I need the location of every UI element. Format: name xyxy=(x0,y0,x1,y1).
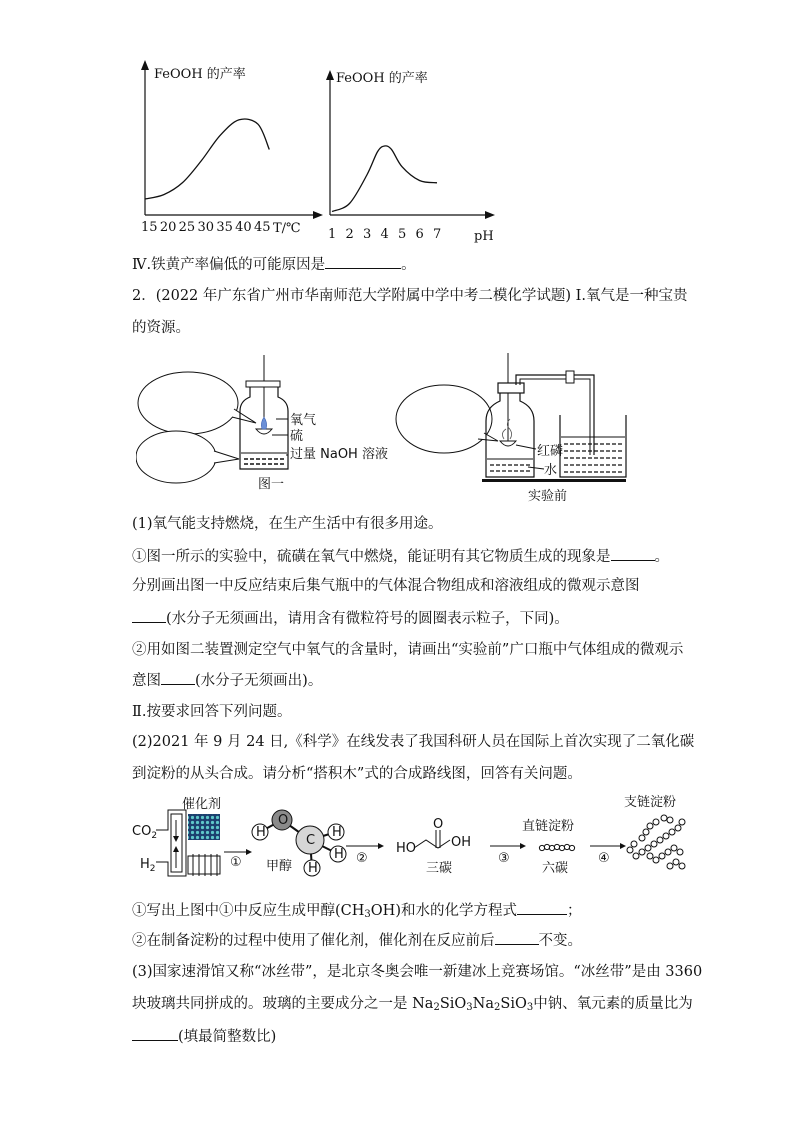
q4-answer-blank[interactable] xyxy=(325,254,401,269)
arrow-step4-head xyxy=(620,843,626,849)
x-tick-30: 30 xyxy=(197,220,215,235)
reactor-arrow-up-head xyxy=(173,846,179,852)
p8b-mid3: SiO xyxy=(500,996,527,1012)
p3b-post: (水分子无须画出)。 xyxy=(195,673,323,689)
branched-starch-cluster xyxy=(627,815,685,869)
p5a: (2)2021 年 9 月 24 日,《科学》在线发表了我国科研人员在国际上首次实现了二氧化碳 xyxy=(132,734,695,750)
synthesis-route xyxy=(130,790,700,895)
atom-c: C xyxy=(306,833,316,848)
p9-line xyxy=(132,1026,276,1047)
p6b-text: OH)和水的化学方程式 xyxy=(370,903,517,919)
p5b: 到淀粉的从头合成。请分析“搭积木”式的合成路线图，回答有关问题。 xyxy=(132,766,582,782)
p9-text: (填最简整数比) xyxy=(178,1029,277,1045)
p2c-line xyxy=(132,608,569,629)
chart2-ylabel: FeOOH 的产率 xyxy=(336,71,428,86)
three-c-o: O xyxy=(433,817,444,832)
x-tick-15: 15 xyxy=(141,220,158,235)
fig2-caption: 实验前 xyxy=(528,489,568,504)
p3b-answer-blank[interactable] xyxy=(161,670,195,685)
fig2-bubble xyxy=(396,385,492,453)
fig1-bubble-top-tail xyxy=(232,409,256,423)
three-c-skeleton xyxy=(414,840,450,848)
chart2-xlabel: pH xyxy=(474,229,494,244)
reactor-arrow-down-head xyxy=(173,836,179,842)
route-step2: ② xyxy=(356,851,368,866)
p8b-s1: 2 xyxy=(433,1002,440,1013)
p9-answer-blank[interactable] xyxy=(132,1026,178,1041)
x-tick-4: 4 xyxy=(380,227,389,242)
fig2-base xyxy=(482,479,626,482)
fig1-spoon xyxy=(256,429,272,434)
p8b-s2: 3 xyxy=(466,1002,473,1013)
route-step1: ① xyxy=(230,855,242,870)
p4: Ⅱ.按要求回答下列问题。 xyxy=(132,704,292,720)
p8b-s3: 2 xyxy=(494,1002,501,1013)
chart2-y-arrow xyxy=(326,70,334,80)
fig2-bottle-water xyxy=(487,459,533,476)
arrow-step1-head xyxy=(246,849,252,855)
atom-h4: H xyxy=(308,861,318,876)
route-three-c: 三碳 xyxy=(426,861,453,876)
route-step3: ③ xyxy=(498,851,510,866)
x-tick-3: 3 xyxy=(363,227,372,242)
chart2-x-tick-labels xyxy=(328,227,441,242)
x-tick-40: 40 xyxy=(235,220,252,235)
catalyst-image xyxy=(188,814,220,840)
fig1-bubble-bottom-tail xyxy=(214,451,239,463)
route-methanol: 甲醇 xyxy=(266,859,293,874)
p6-line xyxy=(132,900,581,925)
p7a-text: ②在制备淀粉的过程中使用了催化剂，催化剂在反应前后 xyxy=(132,933,495,949)
q2-heading-cont: 的资源。 xyxy=(132,320,190,336)
fig1-bubble-top xyxy=(138,372,238,434)
route-linear-starch: 直链淀粉 xyxy=(522,819,575,834)
chart2-series-line xyxy=(332,146,437,212)
route-catalyst-label: 催化剂 xyxy=(182,797,222,812)
route-six-c: 六碳 xyxy=(542,861,569,876)
chart-temperature xyxy=(125,60,325,240)
p6-sub: 3 xyxy=(364,909,371,920)
x-tick-5: 5 xyxy=(398,227,407,242)
p2a-line xyxy=(132,546,669,567)
fig1-flame xyxy=(261,417,266,429)
p1: (1)氧气能支持燃烧，在生产生活中有很多用途。 xyxy=(132,516,443,532)
three-c-ho: HO xyxy=(396,841,417,856)
route-step4: ④ xyxy=(598,851,610,866)
chart1-xlabel: T/℃ xyxy=(273,221,301,236)
fig2-spoon xyxy=(500,441,516,446)
p8b-line xyxy=(132,994,693,1018)
fig2-clamp xyxy=(566,371,574,383)
p6a-text: ①写出上图中①中反应生成甲醇(CH xyxy=(132,903,365,919)
p2a-answer-blank[interactable] xyxy=(611,546,655,561)
x-tick-2: 2 xyxy=(345,227,354,242)
q4-line xyxy=(132,254,416,275)
fig2-tube xyxy=(516,375,594,455)
chart1-x-tick-labels xyxy=(141,220,271,235)
fig1-label-naoh: 过量 NaOH 溶液 xyxy=(290,447,388,462)
p2b: 分别画出图一中反应结束后集气瓶中的气体混合物组成和溶液组成的微观示意图 xyxy=(132,578,640,594)
atom-o: O xyxy=(278,813,289,828)
fig1-caption: 图一 xyxy=(258,477,285,492)
p3b-pre: 意图 xyxy=(132,673,161,689)
atom-h2: H xyxy=(332,825,342,840)
fig1-solution xyxy=(241,453,287,468)
fig2-smoke xyxy=(502,419,511,439)
p8a: (3)国家速滑馆又称“冰丝带”，是北京冬奥会唯一新建冰上竞赛场馆。“冰丝带”是由 3360 xyxy=(132,964,703,980)
arrow-step3-head xyxy=(520,843,526,849)
p7-answer-blank[interactable] xyxy=(495,930,539,945)
p8b-pre: 块玻璃共同拼成的。玻璃的主要成分之一是 Na xyxy=(132,996,434,1012)
x-tick-7: 7 xyxy=(433,227,442,242)
chart2-x-arrow xyxy=(485,211,495,219)
p8b-s4: 3 xyxy=(526,1002,534,1013)
chart1-y-arrow xyxy=(141,60,149,70)
p6-answer-blank[interactable] xyxy=(517,900,567,915)
p7b-text: 不变。 xyxy=(538,933,582,949)
x-tick-35: 35 xyxy=(216,220,233,235)
p8b-mid1: SiO xyxy=(439,996,467,1012)
three-c-oh: OH xyxy=(451,835,472,850)
fig1-stopper xyxy=(246,381,280,387)
chart1-ylabel: FeOOH 的产率 xyxy=(154,67,246,82)
q4-end: 。 xyxy=(401,257,416,273)
p8b-post: 中钠、氧元素的质量比为 xyxy=(533,996,693,1012)
chart-ph xyxy=(312,60,502,245)
x-tick-20: 20 xyxy=(159,220,177,235)
p3a: ②用如图二装置测定空气中氧气的含量时，请画出“实验前”广口瓶中气体组成的微观示 xyxy=(132,642,684,658)
fig1-bubble-bottom xyxy=(136,431,216,483)
atom-h3: H xyxy=(334,847,344,862)
atom-h1: H xyxy=(256,825,266,840)
route-co2: $CO_2$ xyxy=(132,824,158,841)
fig2-label-water: 水 xyxy=(544,463,558,478)
p8b-mid2: Na xyxy=(472,996,495,1012)
fig2-beaker-water-hatch xyxy=(564,444,622,472)
route-h2: $H_2$ xyxy=(140,857,156,874)
linear-starch-chain xyxy=(539,844,574,850)
apparatus-figures xyxy=(136,345,636,510)
fig2-beaker xyxy=(560,415,626,477)
fig2-label-phosphorus: 红磷 xyxy=(537,444,564,459)
p7-line xyxy=(132,930,582,951)
x-tick-6: 6 xyxy=(415,227,424,242)
arrow-step2-head xyxy=(378,843,384,849)
p2c-answer-blank[interactable] xyxy=(132,608,166,623)
q4-text: Ⅳ.铁黄产率偏低的可能原因是 xyxy=(132,257,326,273)
route-branched-starch: 支链淀粉 xyxy=(624,795,677,810)
p3b-line xyxy=(132,670,322,691)
q2-heading: 2．(2022 年广东省广州市华南师范大学附属中学中考二模化学试题) I.氧气是一种宝贵 xyxy=(132,288,688,304)
fig1-label-oxygen: 氧气 xyxy=(290,413,317,428)
x-tick-25: 25 xyxy=(178,220,196,235)
p2a-end: 。 xyxy=(654,549,669,565)
fig1-label-sulfur: 硫 xyxy=(290,429,304,444)
chart1-series-line xyxy=(145,119,269,199)
p6-end: ； xyxy=(566,903,582,919)
x-tick-1: 1 xyxy=(328,227,337,242)
p2c-text: (水分子无须画出，请用含有微粒符号的圆圈表示粒子，下同)。 xyxy=(166,611,569,627)
p2a-text: ①图一所示的实验中，硫磺在氧气中燃烧，能证明有其它物质生成的现象是 xyxy=(132,549,611,565)
x-tick-45: 45 xyxy=(254,220,271,235)
heater-coil xyxy=(188,854,220,876)
fig2-pointer-phosphorus xyxy=(516,445,536,449)
